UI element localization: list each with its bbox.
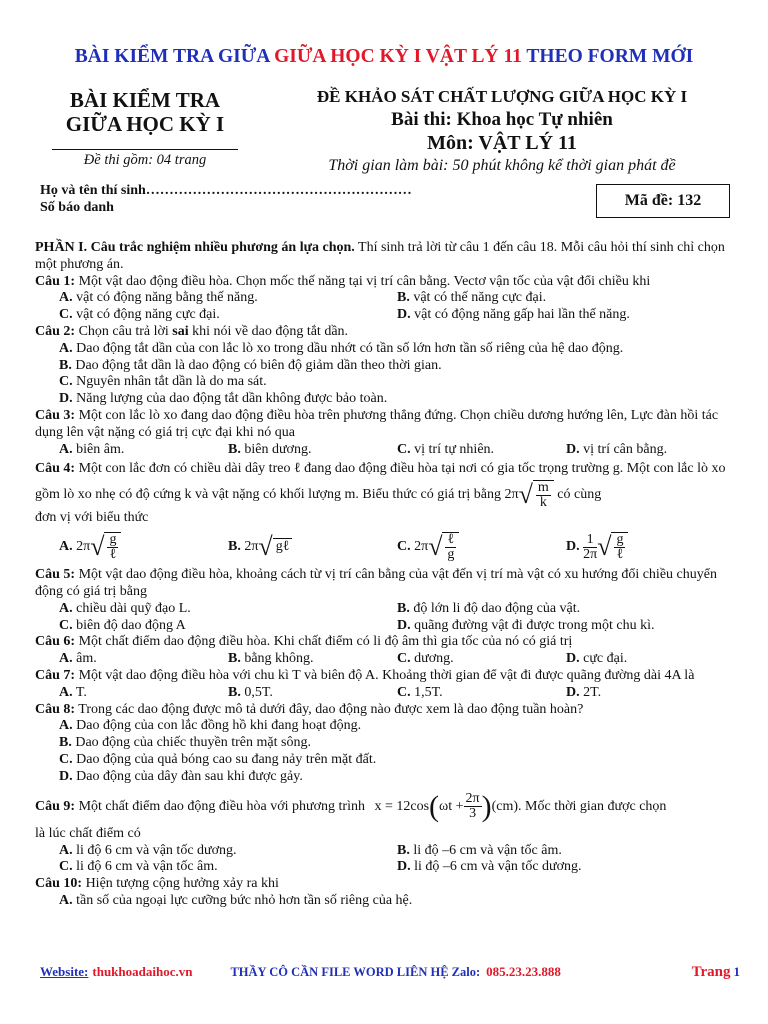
section-header (35, 240, 735, 274)
question-text: Một vật dao động điều hòa, khoảng cách từ vị trí cân bằng của vật đến vị trí mà vật có xu hướng đổi chiều chuyển động có giá trị bằng (35, 567, 717, 599)
option-text: vật có động năng cực đại. (76, 307, 220, 323)
option-text: tần số của ngoại lực cưỡng bức nhỏ hơn tần số riêng của hệ. (76, 892, 413, 908)
denominator: 2π (583, 546, 598, 562)
question-text: Một chất điểm dao động điều hòa. Khi chất điểm có li độ âm thì gia tốc của nó có giá trị (75, 634, 573, 650)
fraction (614, 533, 625, 562)
option-b (228, 534, 397, 560)
option-a (35, 341, 735, 358)
options-row (35, 618, 735, 635)
option-text: độ lớn li độ dao động của vật. (413, 600, 581, 616)
option-label: D. (397, 307, 411, 323)
options-row (35, 527, 735, 567)
option-c (397, 651, 566, 668)
question-label: Câu 4: (35, 461, 76, 477)
right-header (262, 86, 742, 176)
option-text: Dao động tắt dần là dao động có biên độ giảm dần theo thời gian. (75, 357, 442, 373)
denominator: g (447, 547, 455, 563)
question-9 (35, 789, 735, 823)
fraction (445, 533, 456, 562)
option-text: vị trí tự nhiên. (414, 441, 495, 457)
question-text: khi nói về dao động tắt dần. (188, 323, 349, 339)
option-d (566, 651, 735, 668)
option-label: A. (59, 684, 73, 700)
option-text: biên dương. (244, 441, 312, 457)
option-label: C. (397, 539, 411, 555)
page-label: Trang (691, 964, 731, 980)
option-label: A. (59, 842, 73, 858)
website-link[interactable]: thukhoadaihoc.vn (92, 964, 193, 979)
option-label: B. (228, 539, 241, 555)
equation (374, 789, 522, 823)
left-header-line1: BÀI KIỂM TRA (69, 88, 221, 112)
option-label: B. (397, 842, 410, 858)
option-label: A. (59, 441, 73, 457)
option-label: A. (59, 718, 73, 734)
left-header-line2: GIỮA HỌC KỲ I (65, 112, 225, 136)
question-3 (35, 408, 735, 442)
option-text: vật có thế năng cực đại. (413, 290, 547, 306)
option-d (566, 685, 735, 702)
question-label: Câu 1: (35, 273, 76, 289)
question-text: có cùng (557, 487, 602, 503)
option-text: quãng đường vật đi được trong một chu kì. (414, 617, 655, 633)
option-d (566, 442, 735, 459)
option-b (228, 651, 397, 668)
fraction (464, 792, 482, 821)
option-label: D. (566, 441, 580, 457)
option-text: Năng lượng của dao động tắt dần không được bảo toàn. (76, 391, 388, 407)
option-d (397, 618, 735, 635)
question-label: Câu 9: (35, 798, 76, 814)
option-text: Dao động của con lắc đồng hồ khi đang hoạt động. (76, 718, 362, 734)
question-text: Một con lắc đơn có chiều dài dây treo ℓ đang dao động điều hòa tại nơi có gia tốc trọng trường g. Một con lắc lò xo gồm lò xo nhẹ có độ cứng k và vật nặng có khối lượng m. Biểu thức có giá trị bằng (35, 461, 726, 503)
option-text: 2T. (583, 684, 602, 700)
sqrt-symbol: √ (90, 532, 105, 562)
student-id-field: Số báo danh (40, 200, 114, 215)
exam-subject: Môn: VẬT LÝ 11 (427, 132, 577, 154)
banner-part3: THEO FORM MỚI (526, 46, 694, 67)
denominator: ℓ (616, 547, 624, 563)
options-row (35, 290, 735, 307)
fraction (583, 533, 597, 562)
option-a (59, 685, 228, 702)
option-label: C. (59, 859, 73, 875)
option-text: vị trí cân bằng. (583, 441, 668, 457)
option-c (397, 685, 566, 702)
exam-code-box: Mã đề: 132 (596, 184, 730, 218)
formula-option (414, 532, 459, 562)
question-1 (35, 274, 735, 291)
option-c (35, 374, 735, 391)
exam-content (35, 240, 735, 910)
option-label: C. (59, 617, 73, 633)
numerator: g (616, 532, 624, 548)
option-text: biên âm. (76, 441, 125, 457)
formula-coef: 2π (414, 538, 429, 554)
sqrt-radicand (104, 532, 121, 562)
question-label: Câu 8: (35, 701, 76, 717)
option-label: D. (397, 617, 411, 633)
option-b (397, 601, 735, 618)
fraction (536, 481, 551, 510)
option-label: C. (59, 307, 73, 323)
zalo-number: 085.23.23.888 (486, 964, 561, 979)
question-4-cont: đơn vị với biểu thức (35, 510, 149, 526)
banner-part1: BÀI KIỂM TRA GIỮA (74, 46, 270, 67)
option-label: B. (228, 684, 241, 700)
formula-coef: 2π (76, 538, 91, 554)
option-text: chiều dài quỹ đạo L. (76, 600, 191, 616)
option-b (228, 685, 397, 702)
options-row (35, 685, 735, 702)
banner-part2: GIỮA HỌC KỲ I VẬT LÝ 11 (274, 46, 522, 67)
option-a (59, 290, 397, 307)
question-text: Một con lắc lò xo đang dao động điều hòa trên phương thẳng đứng. Chọn chiều dương hướng lên, Lực đàn hồi tác dụng lên vật nặng có giá trị cực đại khi nó qua (35, 407, 719, 440)
option-label: B. (228, 651, 241, 667)
website-label: Website: (40, 964, 89, 979)
option-text: Dao động của quả bóng cao su đang nảy trên mặt đất. (76, 751, 377, 767)
question-10 (35, 876, 735, 893)
question-4 (35, 458, 735, 510)
student-info (40, 182, 412, 216)
option-c (397, 442, 566, 459)
option-label: D. (397, 859, 411, 875)
option-text: dương. (414, 651, 454, 667)
left-header (30, 88, 260, 169)
option-label: C. (59, 751, 73, 767)
page-number: 1 (733, 964, 740, 979)
option-text: âm. (76, 651, 97, 667)
sqrt-symbol: √ (428, 532, 443, 562)
formula-coef: 2π (244, 538, 259, 554)
numerator: m (537, 480, 549, 496)
option-text: biên độ dao động A (76, 617, 186, 633)
option-c (59, 307, 397, 324)
option-d (397, 307, 735, 324)
option-text: Dao động của chiếc thuyền trên mặt sông. (75, 735, 311, 751)
option-text: li độ 6 cm và vận tốc âm. (76, 859, 218, 875)
option-c (35, 752, 735, 769)
option-a (59, 532, 228, 562)
numerator: ℓ (447, 532, 455, 548)
question-7 (35, 668, 735, 685)
question-emphasis: sai (172, 323, 189, 339)
option-b (35, 735, 735, 752)
option-text: T. (75, 684, 87, 700)
option-text: 0,5T. (244, 684, 273, 700)
option-label: C. (59, 374, 73, 390)
option-a (59, 843, 397, 860)
sqrt-radicand (611, 532, 628, 562)
option-label: A. (59, 340, 73, 356)
option-a (59, 651, 228, 668)
option-c (59, 618, 397, 635)
question-text: Một vật dao động điều hòa. Chọn mốc thế năng tại vị trí cân bằng. Vectơ vận tốc của vật đổi chiều khi (75, 273, 651, 289)
denominator: k (539, 495, 547, 511)
option-text: vật có động năng bằng thế năng. (76, 290, 258, 306)
question-label: Câu 6: (35, 634, 76, 650)
denominator: 3 (469, 806, 477, 822)
option-d (35, 391, 735, 408)
option-label: B. (397, 290, 410, 306)
option-text: li độ –6 cm và vận tốc dương. (414, 859, 582, 875)
option-b (228, 442, 397, 459)
option-label: B. (228, 441, 241, 457)
divider (52, 149, 238, 150)
option-text: cực đại. (583, 651, 628, 667)
option-a (35, 718, 735, 735)
option-c (59, 859, 397, 876)
question-6 (35, 634, 735, 651)
question-text: Trong các dao động được mô tả dưới đây, dao động nào được xem là dao động tuần hoàn? (75, 701, 584, 717)
numerator: g (109, 532, 117, 548)
equation-phase: ωt + (439, 798, 464, 814)
options-row (35, 859, 735, 876)
option-b (397, 843, 735, 860)
exam-duration: Thời gian làm bài: 50 phút không kể thời gian phát đề (328, 157, 676, 174)
page-count: Đề thi gồm: 04 trang (83, 152, 207, 168)
option-a (59, 442, 228, 459)
equation-unit: (cm). (491, 798, 522, 814)
sqrt-symbol: √ (518, 480, 533, 510)
sqrt-symbol: √ (258, 532, 273, 562)
option-b (35, 358, 735, 375)
options-row (35, 843, 735, 860)
option-d (566, 532, 735, 562)
option-text: bằng không. (244, 651, 314, 667)
denominator: ℓ (109, 547, 117, 563)
sqrt-radicand: gℓ (273, 538, 293, 556)
option-label: B. (59, 735, 72, 751)
option-label: D. (566, 651, 580, 667)
question-label: Câu 7: (35, 667, 76, 683)
question-text: Chọn câu trả lời (75, 323, 173, 339)
question-label: Câu 10: (35, 876, 83, 892)
formula-2pi-sqrt-m-k (505, 480, 554, 510)
option-label: C. (397, 684, 411, 700)
formula-coef: 2π (504, 487, 519, 503)
option-label: A. (59, 290, 73, 306)
options-row (35, 601, 735, 618)
question-text: Mốc thời gian được chọn (521, 798, 667, 814)
sqrt-radicand (442, 532, 459, 562)
numerator: 1 (583, 533, 597, 548)
sqrt-radicand (533, 480, 554, 510)
option-label: D. (566, 539, 580, 555)
formula-option (597, 532, 628, 562)
option-label: A. (59, 600, 73, 616)
question-label: Câu 3: (35, 407, 76, 423)
option-label: B. (397, 600, 410, 616)
option-d (397, 859, 735, 876)
formula-option (76, 532, 121, 562)
options-row (35, 651, 735, 668)
question-text: Một vật dao động điều hòa với chu kì T và biên độ A. Khoảng thời gian để vật đi được quãng đường dài 4A là (75, 667, 695, 683)
equation-lhs: x = 12cos (374, 798, 430, 814)
section-instruction: Thí sinh trả lời từ câu 1 đến câu 18. Mỗi câu hỏi thí sinh chỉ chọn một phương án. (35, 240, 725, 272)
option-a (35, 893, 735, 910)
question-label: Câu 2: (35, 323, 76, 339)
section-title: PHẦN I. Câu trắc nghiệm nhiều phương án lựa chọn. (35, 240, 355, 255)
option-label: D. (566, 684, 580, 700)
option-label: D. (59, 391, 73, 407)
question-8 (35, 702, 735, 719)
page-footer (40, 964, 740, 981)
option-d (35, 769, 735, 786)
question-text: Một chất điểm dao động điều hòa với phương trình (75, 798, 365, 814)
numerator: 2π (465, 791, 480, 807)
option-label: A. (59, 651, 73, 667)
question-2 (35, 324, 735, 341)
student-name-field: Họ và tên thí sinh………………………………………………… (40, 183, 412, 198)
option-text: li độ 6 cm và vận tốc dương. (76, 842, 237, 858)
site-banner (0, 46, 768, 68)
sqrt-symbol: √ (597, 532, 612, 562)
option-text: Nguyên nhân tắt dần là do ma sát. (76, 374, 267, 390)
options-row (35, 442, 735, 459)
option-a (59, 601, 397, 618)
option-b (397, 290, 735, 307)
option-label: D. (59, 768, 73, 784)
option-label: A. (59, 539, 73, 555)
option-c (397, 532, 566, 562)
option-text: Dao động của dây đàn sau khi được gảy. (76, 768, 303, 784)
exam-title: ĐỀ KHẢO SÁT CHẤT LƯỢNG GIỮA HỌC KỲ I (316, 87, 688, 106)
formula-option (244, 534, 292, 560)
paren-open: ( (429, 789, 440, 823)
fraction (107, 533, 118, 562)
question-text: Hiện tượng cộng hưởng xảy ra khi (82, 876, 279, 892)
exam-subject-area: Bài thi: Khoa học Tự nhiên (391, 109, 613, 130)
option-text: Dao động tắt dần của con lắc lò xo trong dầu nhớt có tần số lớn hơn tần số riêng của hệ dao động. (76, 340, 624, 356)
contact-text: THẦY CÔ CẦN FILE WORD LIÊN HỆ Zalo: (230, 965, 481, 979)
page-indicator (692, 964, 740, 981)
option-text: vật có động năng gấp hai lần thế năng. (414, 307, 630, 323)
question-label: Câu 5: (35, 567, 76, 583)
option-text: li độ –6 cm và vận tốc âm. (413, 842, 562, 858)
question-9-cont: là lúc chất điểm có (35, 825, 141, 841)
option-text: 1,5T. (414, 684, 443, 700)
paren-close: ) (481, 789, 492, 823)
option-label: B. (59, 357, 72, 373)
options-row (35, 307, 735, 324)
option-label: C. (397, 441, 411, 457)
option-label: C. (397, 651, 411, 667)
option-label: A. (59, 892, 73, 908)
question-5 (35, 567, 735, 601)
